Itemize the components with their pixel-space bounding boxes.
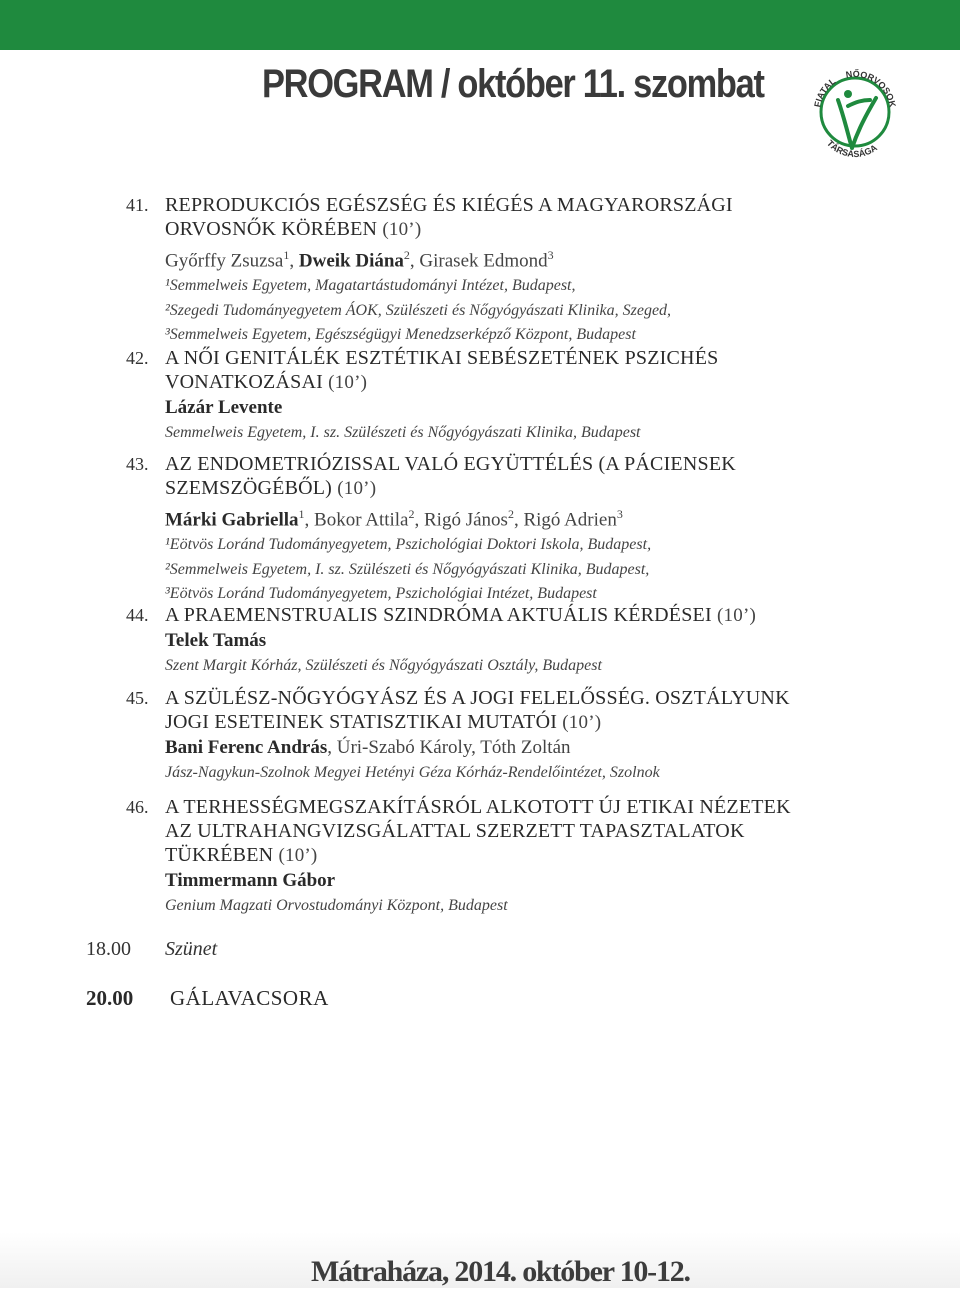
author-separator: , xyxy=(471,737,481,758)
entry-title-line: SZEMSZÖGÉBŐL) xyxy=(165,477,333,499)
entry-body xyxy=(165,603,895,678)
entry-affiliation: ³Eötvös Loránd Tudományegyetem, Pszichológiai Intézet, Budapest xyxy=(165,585,597,603)
entry-authors xyxy=(165,396,895,420)
logo-text-bottom: TÁRSASÁGA xyxy=(824,138,879,160)
entry-affiliation: Szent Margit Kórház, Szülészeti és Nőgyógyászati Osztály, Budapest xyxy=(165,657,602,674)
entry-duration: (10’) xyxy=(328,372,368,393)
entry-affiliation: ¹Eötvös Loránd Tudományegyetem, Pszichológiai Doktori Iskola, Budapest, xyxy=(165,536,652,554)
entry-number: 45. xyxy=(126,688,149,708)
entry-affiliation: ³Semmelweis Egyetem, Egészségügyi Menedzserképző Központ, Budapest xyxy=(165,326,636,344)
author-name: Márki Gabriella xyxy=(165,509,299,531)
entry-duration: (10’) xyxy=(717,605,756,626)
entry-affiliation: ¹Semmelweis Egyetem, Magatartástudományi Intézet, Budapest, xyxy=(165,277,576,295)
entry-affiliation: Genium Magzati Orvostudományi Központ, Budapest xyxy=(165,897,508,914)
header-green-bar xyxy=(0,0,960,50)
author-separator: , xyxy=(289,250,299,272)
author-affiliation-mark: 1 xyxy=(283,248,290,262)
entry-number: 42. xyxy=(126,348,149,368)
entry-body xyxy=(165,193,895,347)
author-name: Rigó Adrien xyxy=(523,509,617,531)
dinner-label: GÁLAVACSORA xyxy=(170,986,329,1010)
author-affiliation-mark: 3 xyxy=(547,248,554,262)
author-name: Úri-Szabó Károly xyxy=(336,737,472,758)
entry-affiliation: ²Semmelweis Egyetem, I. sz. Szülészeti és Nőgyógyászati Klinika, Budapest, xyxy=(165,560,650,578)
break-time: 18.00 xyxy=(86,938,131,960)
entry-body xyxy=(165,452,895,606)
author-affiliation-mark: 2 xyxy=(403,248,410,262)
author-name: Girasek Edmond xyxy=(419,250,548,272)
entry-duration: (10’) xyxy=(562,712,602,733)
svg-text:FIATAL xyxy=(812,76,837,108)
entry-authors xyxy=(165,243,895,273)
entry-number: 46. xyxy=(126,797,149,817)
author-separator: , xyxy=(409,250,420,272)
entry-title xyxy=(165,193,895,242)
entry-title-line: TÜKRÉBEN xyxy=(165,844,274,866)
entry-title-line: REPRODUKCIÓS EGÉSZSÉG ÉS KIÉGÉS A MAGYARORSZÁGI xyxy=(165,194,733,216)
entry-authors xyxy=(165,629,895,653)
entry-authors xyxy=(165,869,895,893)
author-name: Telek Tamás xyxy=(165,630,267,651)
society-logo-icon xyxy=(800,60,910,170)
entry-duration: (10’) xyxy=(278,845,318,866)
entry-authors xyxy=(165,502,895,532)
author-name: Tóth Zoltán xyxy=(480,737,571,758)
entry-title xyxy=(165,346,895,395)
entry-title-line: VONATKOZÁSAI xyxy=(165,371,323,393)
footer-event-dates: Mátraháza, 2014. október 10-12. xyxy=(311,1255,690,1288)
entry-body xyxy=(165,346,895,445)
author-separator: , xyxy=(304,509,315,531)
entry-title xyxy=(165,603,895,628)
entry-duration: (10’) xyxy=(337,478,377,499)
entry-title-line: JOGI ESETEINEK STATISZTIKAI MUTATÓI xyxy=(165,711,558,733)
entry-duration: (10’) xyxy=(382,219,422,240)
author-name: Bani Ferenc András xyxy=(165,737,328,758)
author-name: Timmermann Gábor xyxy=(165,870,336,891)
entry-title-line: ORVOSNŐK KÖRÉBEN xyxy=(165,218,378,240)
author-affiliation-mark: 2 xyxy=(408,507,415,521)
author-name: Rigó János xyxy=(424,509,508,531)
entry-authors xyxy=(165,736,895,760)
author-separator: , xyxy=(327,737,337,758)
entry-title xyxy=(165,795,895,868)
entry-title-line: A TERHESSÉGMEGSZAKÍTÁSRÓL ALKOTOTT ÚJ ETIKAI NÉZETEK xyxy=(165,796,791,818)
entry-body xyxy=(165,795,895,918)
author-affiliation-mark: 3 xyxy=(616,507,623,521)
author-affiliation-mark: 1 xyxy=(298,507,305,521)
author-name: Dweik Diána xyxy=(298,250,404,272)
author-separator: , xyxy=(414,509,424,531)
dinner-time: 20.00 xyxy=(86,986,134,1010)
entry-affiliation: Jász-Nagykun-Szolnok Megyei Hetényi Géza Kórház-Rendelőintézet, Szolnok xyxy=(165,764,660,781)
break-label: Szünet xyxy=(165,938,218,960)
entry-title-line: AZ ULTRAHANGVIZSGÁLATTAL SZERZETT TAPASZTALATOK xyxy=(165,820,745,842)
entry-number: 41. xyxy=(126,195,149,215)
entry-affiliation: Semmelweis Egyetem, I. sz. Szülészeti és Nőgyógyászati Klinika, Budapest xyxy=(165,424,641,441)
entry-number: 43. xyxy=(126,454,149,474)
author-name: Győrffy Zsuzsa xyxy=(165,250,284,272)
author-name: Lázár Levente xyxy=(165,397,283,418)
entry-affiliation: ²Szegedi Tudományegyetem ÁOK, Szülészeti és Nőgyógyászati Klinika, Szeged, xyxy=(165,301,672,319)
author-separator: , xyxy=(513,509,524,531)
entry-title xyxy=(165,452,895,501)
entry-title xyxy=(165,686,895,735)
entry-title-line: AZ ENDOMETRIÓZISSAL VALÓ EGYÜTTÉLÉS (A PÁCIENSEK xyxy=(165,453,736,475)
page-title: PROGRAM / október 11. szombat xyxy=(262,62,764,106)
entry-title-line: A SZÜLÉSZ-NŐGYÓGYÁSZ ÉS A JOGI FELELŐSSÉG. OSZTÁLYUNK xyxy=(165,687,790,709)
logo-text-top: NŐORVOSOK xyxy=(845,68,898,109)
entry-body xyxy=(165,686,895,785)
author-name: Bokor Attila xyxy=(314,509,409,531)
entry-title-line: A PRAEMENSTRUALIS SZINDRÓMA AKTUÁLIS KÉRDÉSEI xyxy=(165,604,712,626)
entry-number: 44. xyxy=(126,605,149,625)
author-affiliation-mark: 2 xyxy=(507,507,514,521)
entry-title-line: A NŐI GENITÁLÉK ESZTÉTIKAI SEBÉSZETÉNEK PSZICHÉS xyxy=(165,347,719,369)
logo-text-left: FIATAL xyxy=(812,75,838,109)
